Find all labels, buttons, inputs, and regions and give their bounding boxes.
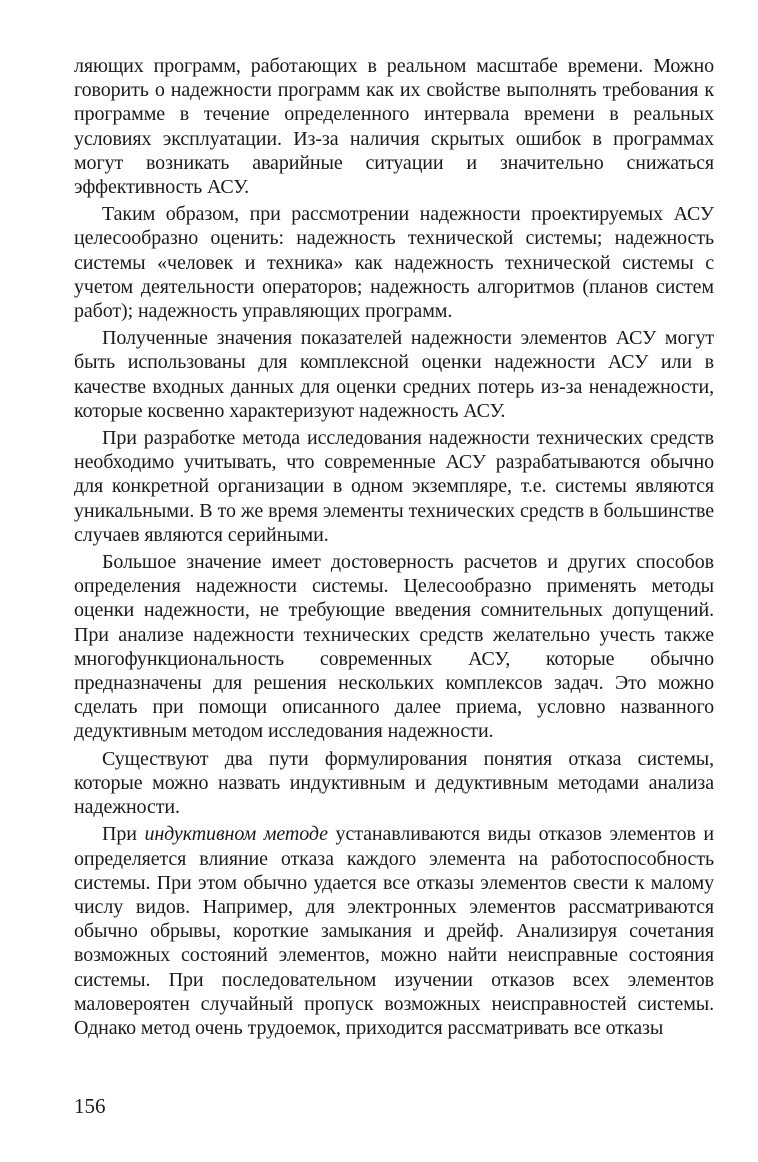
paragraph-text: Полученные значения показателей надежности элементов АСУ могут быть использованы для комплексной оценки надежности АСУ или в качестве входных данных для оценки средних потерь из-за ненадежности, которые косвенно характеризуют надежность АСУ. (74, 327, 714, 422)
paragraph (74, 550, 714, 744)
page-body (74, 54, 714, 1040)
paragraph (74, 326, 714, 423)
page-number: 156 (74, 1094, 106, 1118)
paragraph-text: Таким образом, при рассмотрении надежности проектируемых АСУ целесообразно оценить: надежность технической системы; надежность системы «человек и техника» как надежность технической системы с учетом деятельности операторов; надежность алгоритмов (планов систем работ); надежность управляющих программ. (74, 203, 714, 323)
paragraph (74, 822, 714, 1040)
paragraph-text: При разработке метода исследования надежности технических средств необходимо учитывать, что современные АСУ разрабатываются обычно для конкретной организации в одном экземпляре, т.е. системы являются уникальными. В то же время элементы технических средств в большинстве случаев являются серийными. (74, 427, 714, 546)
paragraph-text: ляющих программ, работающих в реальном масштабе времени. Можно говорить о надежности программ как их свойстве выполнять требования к программе в течение определенного интервала времени в реальных условиях эксплуатации. Из-за наличия скрытых ошибок в программах могут возникать аварийные ситуации и значительно снижаться эффективность АСУ. (74, 55, 714, 199)
italic-term: индуктивном методе (144, 823, 328, 846)
paragraph-text: Существуют два пути формулирования понятия отказа системы, которые можно назвать индуктивным и дедуктивным методами анализа надежности. (74, 747, 714, 819)
paragraph (74, 54, 714, 199)
paragraph-text: устанавливаются виды отказов элементов и определяется влияние отказа каждого элемента на работоспособность системы. При этом обычно удается все отказы элементов свести к малому числу видов. Например, для электронных элементов рассматриваются обычно обрывы, короткие замыкания и дрейф. Анализируя сочетания возможных состояний элементов, можно найти неисправные состояния системы. При последовательном изучении отказов всех элементов маловероятен случайный пропуск возможных неисправностей системы. Однако метод очень трудоемок, приходится рассматривать все отказы (74, 823, 715, 1039)
paragraph (74, 202, 714, 323)
paragraph-text: При (102, 823, 145, 846)
paragraph (74, 426, 714, 547)
paragraph (74, 747, 714, 820)
paragraph-text: Большое значение имеет достоверность расчетов и других способов определения надежности системы. Целесообразно применять методы оценки надежности, не требующие введения сомнительных допущений. При анализе надежности технических средств желательно учесть также многофункциональность современных АСУ, которые обычно предназначены для решения нескольких комплексов задач. Это можно сделать при помощи описанного далее приема, условно названного дедуктивным методом исследования надежности. (74, 551, 714, 743)
